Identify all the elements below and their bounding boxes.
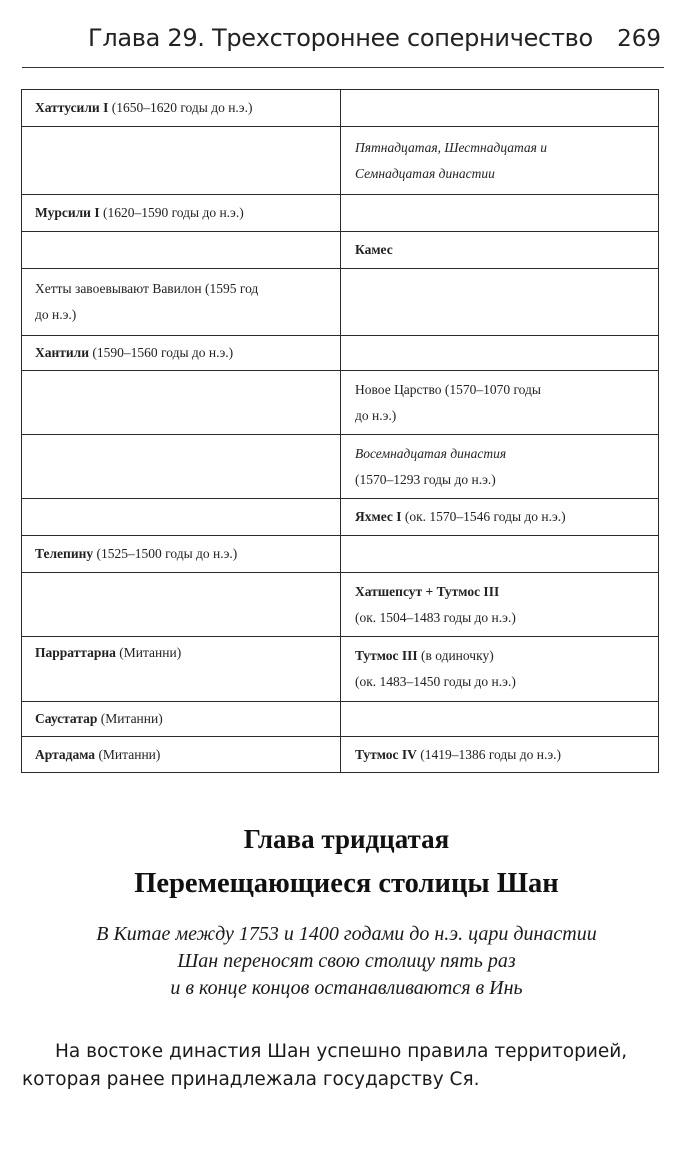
table-cell-left bbox=[22, 232, 341, 269]
table-row bbox=[22, 702, 659, 737]
chronology-table bbox=[21, 89, 659, 773]
header-rule bbox=[22, 67, 664, 68]
table-cell-right bbox=[341, 269, 659, 336]
table-cell-right: Камес bbox=[341, 232, 659, 269]
table-cell-right bbox=[341, 536, 659, 573]
table-row bbox=[22, 127, 659, 195]
table-cell-right: Пятнадцатая, Шестнадцатая и Семнадцатая династии bbox=[341, 127, 659, 195]
table-cell-left: Хантили (1590–1560 годы до н.э.) bbox=[22, 336, 341, 371]
table-cell-right bbox=[341, 90, 659, 127]
table-cell-right: Хатшепсут + Тутмос III (ок. 1504–1483 годы до н.э.) bbox=[341, 573, 659, 637]
table-row bbox=[22, 336, 659, 371]
table-row bbox=[22, 737, 659, 773]
body-paragraph: На востоке династия Шан успешно правила территорией, которая ранее принадлежала государству Ся. bbox=[22, 1041, 628, 1090]
table-row bbox=[22, 269, 659, 336]
table-cell-left bbox=[22, 435, 341, 499]
page-number: 269 bbox=[617, 26, 661, 52]
table-cell-left bbox=[22, 573, 341, 637]
table-cell-left bbox=[22, 371, 341, 435]
table-cell-right bbox=[341, 702, 659, 737]
table-cell-left: Хаттусили I (1650–1620 годы до н.э.) bbox=[22, 90, 341, 127]
table-row bbox=[22, 195, 659, 232]
table-cell-right: Яхмес I (ок. 1570–1546 годы до н.э.) bbox=[341, 499, 659, 536]
chapter-epigraph bbox=[0, 921, 693, 1002]
table-cell-left: Хетты завоевывают Вавилон (1595 год до н.э.) bbox=[22, 269, 341, 336]
table-row bbox=[22, 232, 659, 269]
epigraph-line: и в конце концов останавливаются в Инь bbox=[170, 977, 523, 999]
table-cell-right bbox=[341, 195, 659, 232]
table-cell-left: Телепину (1525–1500 годы до н.э.) bbox=[22, 536, 341, 573]
table-row bbox=[22, 637, 659, 702]
running-head: Глава 29. Трехстороннее соперничество bbox=[88, 24, 593, 52]
table-cell-right bbox=[341, 336, 659, 371]
epigraph-line: Шан переносят свою столицу пять раз bbox=[177, 950, 516, 972]
table-cell-right: Восемнадцатая династия (1570–1293 годы до н.э.) bbox=[341, 435, 659, 499]
table-cell-left: Мурсили I (1620–1590 годы до н.э.) bbox=[22, 195, 341, 232]
table-cell-left bbox=[22, 499, 341, 536]
table-row bbox=[22, 371, 659, 435]
table-cell-left: Саустатар (Митанни) bbox=[22, 702, 341, 737]
table-row bbox=[22, 90, 659, 127]
chapter-number: Глава тридцатая bbox=[243, 824, 450, 854]
table-cell-right: Новое Царство (1570–1070 годы до н.э.) bbox=[341, 371, 659, 435]
table-cell-left bbox=[22, 127, 341, 195]
chapter-title: Перемещающиеся столицы Шан bbox=[134, 868, 559, 899]
epigraph-line: В Китае между 1753 и 1400 годами до н.э. цари династии bbox=[96, 923, 597, 945]
table-row bbox=[22, 573, 659, 637]
table-cell-right: Тутмос IV (1419–1386 годы до н.э.) bbox=[341, 737, 659, 773]
table-cell-left: Парраттарна (Митанни) bbox=[22, 637, 341, 702]
table-row bbox=[22, 435, 659, 499]
table-cell-right: Тутмос III (в одиночку) (ок. 1483–1450 годы до н.э.) bbox=[341, 637, 659, 702]
table-row bbox=[22, 499, 659, 536]
table-cell-left: Артадама (Митанни) bbox=[22, 737, 341, 773]
table-row bbox=[22, 536, 659, 573]
